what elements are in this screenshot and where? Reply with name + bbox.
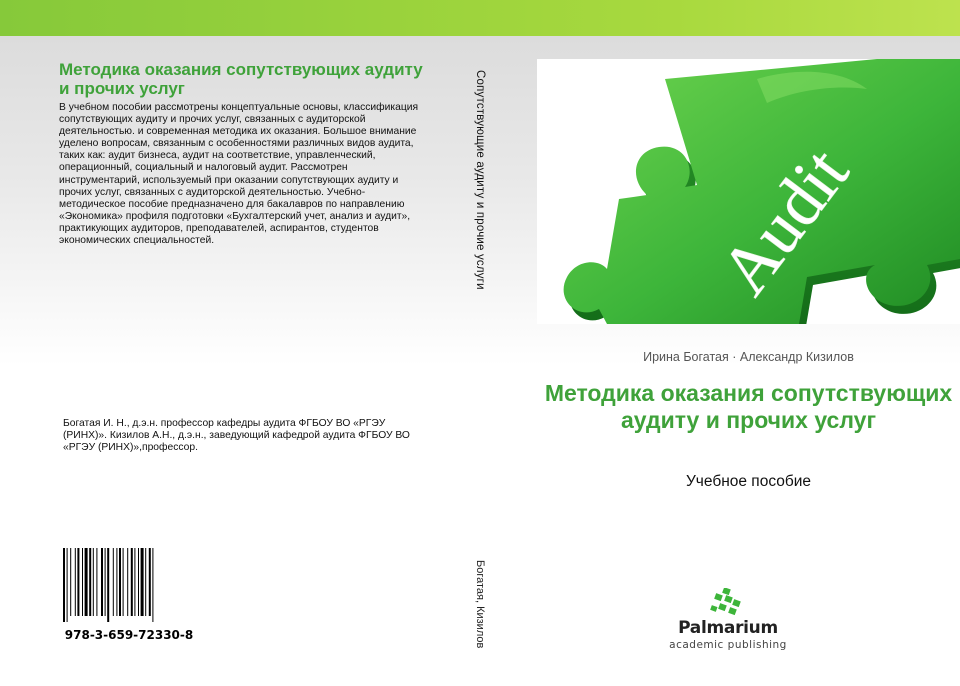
barcode-bar bbox=[96, 548, 97, 616]
barcode-bar bbox=[119, 548, 121, 616]
barcode-bar bbox=[93, 548, 94, 616]
barcode-bar bbox=[127, 548, 128, 616]
barcode-bar bbox=[75, 548, 76, 616]
palmarium-logo-icon bbox=[709, 588, 745, 620]
barcode-bar bbox=[131, 548, 133, 616]
isbn-number: 978-3-659-72330-8 bbox=[64, 628, 194, 642]
barcode-bar bbox=[149, 548, 151, 616]
audit-puzzle-image bbox=[537, 59, 960, 324]
back-cover-description: В учебном пособии рассмотрены концептуальные основы, классификация сопутствующих аудиту и прочих услуг, связанных с аудиторской деятельностью. и современная методика их оказания. Большое внимание уделено вопросам, связанным с особенностями различных видов аудита, таких как: аудит бизнеса, аудит на соответствие, управленческий, операционный, социальный и налоговый аудит. Рассмотрен инструментарий, используемый при оказании сопутствующих аудиту и прочих услуг, связанных с аудиторской деятельностью. Учебно-методическое пособие предназначено для бакалавров по направлению «Экономика» профиля подготовки «Бухгалтерский учет, анализ и аудит», практикующих аудиторов, преподавателей, аспирантов, студентов экономических специальностей. bbox=[59, 102, 419, 247]
barcode-bar bbox=[89, 548, 91, 616]
barcode-bar bbox=[101, 548, 103, 616]
barcode-bar bbox=[67, 548, 68, 622]
front-title: Методика оказания сопутствующих аудиту и прочих услуг bbox=[544, 380, 953, 433]
barcode-bar bbox=[113, 548, 114, 616]
publisher-tagline: academic publishing bbox=[669, 639, 787, 651]
top-green-band bbox=[0, 0, 960, 36]
barcode-bar bbox=[134, 548, 135, 616]
spine-authors: Богатая, Кизилов bbox=[474, 560, 486, 649]
barcode-bar bbox=[70, 548, 71, 616]
barcode-bar bbox=[138, 548, 139, 616]
front-authors: Ирина Богатая · Александр Кизилов bbox=[643, 350, 854, 364]
barcode-bar bbox=[116, 548, 117, 616]
barcode-bar bbox=[152, 548, 153, 622]
barcode-bar bbox=[123, 548, 124, 616]
barcode-bar bbox=[145, 548, 146, 616]
barcode-bar bbox=[105, 548, 106, 616]
barcode-bar bbox=[82, 548, 83, 616]
front-subtitle: Учебное пособие bbox=[685, 473, 812, 490]
back-cover-title: Методика оказания сопутствующих аудиту и прочих услуг bbox=[59, 60, 423, 98]
spine-title: Сопутствующие аудиту и прочие услуги bbox=[474, 70, 486, 290]
barcode-bar bbox=[107, 548, 109, 622]
author-bio: Богатая И. Н., д.э.н. профессор кафедры аудита ФГБОУ ВО «РГЭУ (РИНХ)». Кизилов А.Н., д.э.н., заведующий кафедрой аудита ФГБОУ ВО «РГЭУ (РИНХ)»,профессор. bbox=[63, 418, 410, 454]
audit-word: Audit bbox=[706, 134, 864, 309]
barcode-bar bbox=[77, 548, 79, 616]
publisher-name: Palmarium bbox=[678, 618, 778, 638]
barcode bbox=[61, 548, 197, 622]
barcode-bar bbox=[141, 548, 144, 616]
barcode-bar bbox=[85, 548, 88, 616]
barcode-bar bbox=[63, 548, 65, 622]
